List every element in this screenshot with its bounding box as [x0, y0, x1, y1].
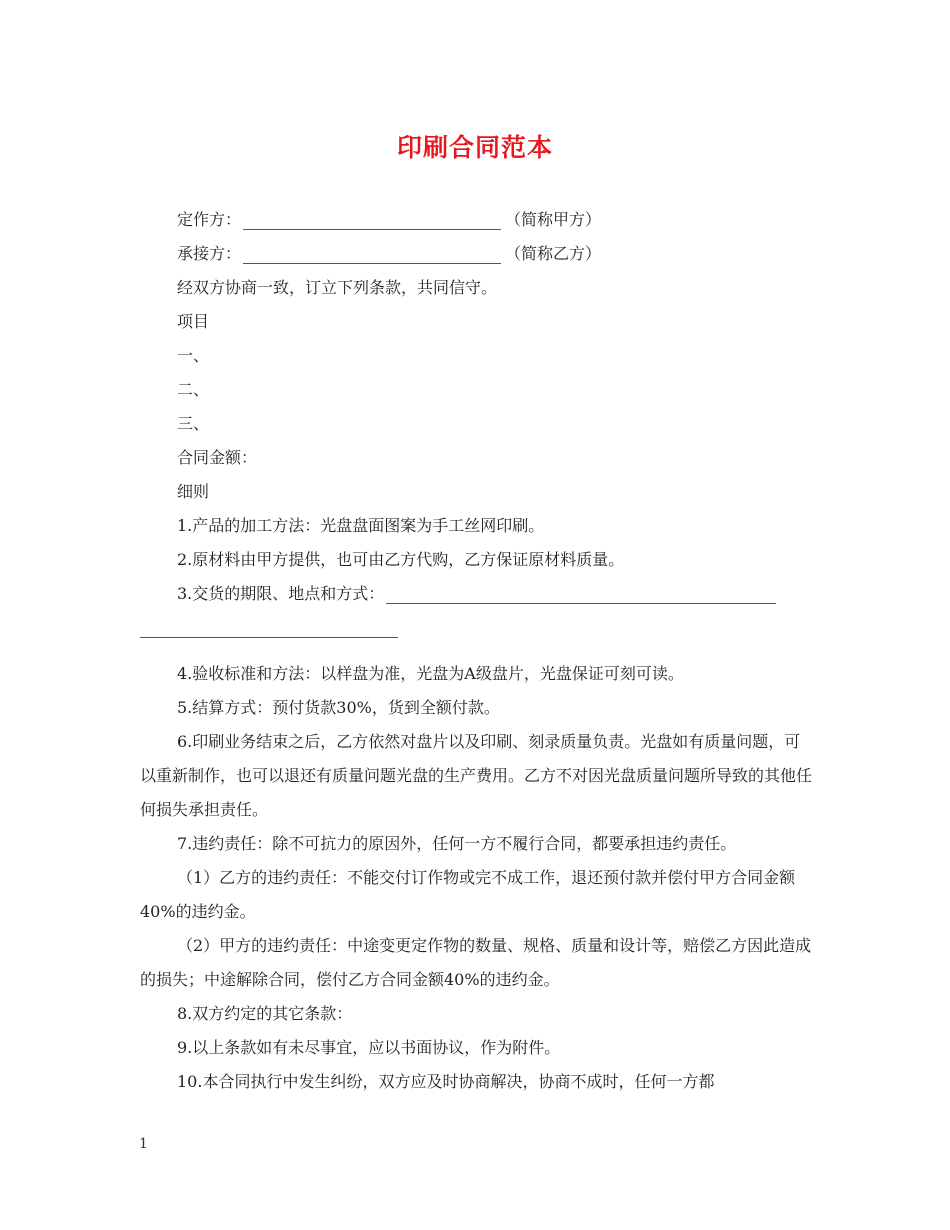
- clause-3-blank: [386, 581, 776, 604]
- clause-7-1: （1）乙方的违约责任：不能交付订作物或完不成工作，退还预付款并偿付甲方合同金额40%的违约金。: [140, 868, 796, 921]
- party-a-blank: [243, 207, 501, 230]
- details-heading: 细则: [177, 482, 210, 501]
- document-body: [140, 203, 812, 1099]
- amount-label: 合同金额：: [177, 448, 258, 467]
- page-number: 1: [139, 1136, 148, 1152]
- items-heading: 项目: [177, 312, 210, 331]
- party-b-note: （简称乙方）: [505, 244, 602, 263]
- document-title: 印刷合同范本: [396, 133, 553, 162]
- party-b-blank: [243, 241, 501, 264]
- item-1: 一、: [177, 346, 210, 365]
- clause-3-line: [140, 577, 812, 611]
- clause-4: 4.验收标准和方法：以样盘为准，光盘为A级盘片，光盘保证可刻可读。: [177, 664, 684, 683]
- item-3: 三、: [177, 414, 210, 433]
- party-a-line: [140, 203, 812, 237]
- party-b-label: 承接方：: [177, 244, 242, 263]
- clause-6: 6.印刷业务结束之后，乙方依然对盘片以及印刷、刻录质量负责。光盘如有质量问题，可以重新制作，也可以退还有质量问题光盘的生产费用。乙方不对因光盘质量问题所导致的其他任何损失承担责任。: [140, 732, 813, 819]
- party-b-line: [140, 237, 812, 271]
- clause-8: 8.双方约定的其它条款：: [177, 1004, 353, 1023]
- intro-text: 经双方协商一致，订立下列条款，共同信守。: [177, 278, 498, 297]
- clause-7: 7.违约责任：除不可抗力的原因外，任何一方不履行合同，都要承担违约责任。: [177, 834, 737, 853]
- clause-3-blank-continued: [140, 615, 398, 638]
- clause-3-continuation: [140, 611, 812, 645]
- party-a-label: 定作方：: [177, 210, 242, 229]
- spacer: [140, 645, 812, 657]
- clause-5: 5.结算方式：预付货款30%，货到全额付款。: [177, 698, 500, 717]
- item-2: 二、: [177, 380, 210, 399]
- clause-7-2: （2）甲方的违约责任：中途变更定作物的数量、规格、质量和设计等，赔偿乙方因此造成的损失；中途解除合同，偿付乙方合同金额40%的违约金。: [140, 936, 812, 989]
- clause-1: 1.产品的加工方法：光盘盘面图案为手工丝网印刷。: [177, 516, 545, 535]
- clause-10: 10.本合同执行中发生纠纷，双方应及时协商解决，协商不成时，任何一方都: [177, 1072, 715, 1091]
- clause-3-label: 3.交货的期限、地点和方式：: [177, 584, 385, 603]
- clause-2: 2.原材料由甲方提供，也可由乙方代购，乙方保证原材料质量。: [177, 550, 625, 569]
- party-a-note: （简称甲方）: [505, 210, 602, 229]
- clause-9: 9.以上条款如有未尽事宜，应以书面协议，作为附件。: [177, 1038, 561, 1057]
